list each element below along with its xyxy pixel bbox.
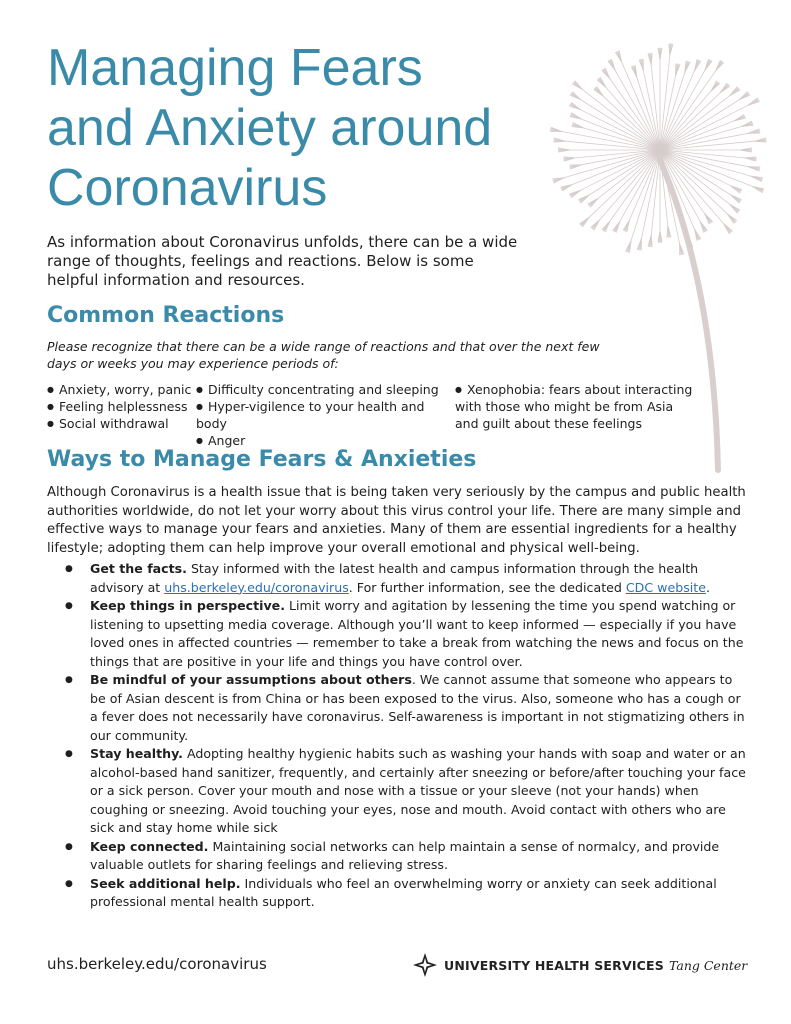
- uhs-coronavirus-link[interactable]: uhs.berkeley.edu/coronavirus: [164, 579, 349, 595]
- reaction-item: ● Anxiety, worry, panic: [47, 381, 192, 398]
- reaction-item: ● Social withdrawal: [47, 415, 192, 432]
- tip-get-facts: ● Get the facts. Stay informed with the latest health and campus information through the health advisory at uhs.berkeley.edu/coronavirus. For further information, see the dedicated CDC website.: [65, 561, 710, 595]
- bullet-icon: ●: [65, 841, 73, 852]
- footer-url: uhs.berkeley.edu/coronavirus: [47, 955, 267, 973]
- tang-center: Tang Center: [669, 957, 748, 973]
- intro-paragraph: As information about Coronavirus unfolds, there can be a wide range of thoughts, feelings and reactions. Below is some helpful information and resources.: [47, 233, 518, 289]
- tip-seek-help: ● Seek additional help. Individuals who feel an overwhelming worry or anxiety can seek additional professional mental health support.: [65, 875, 717, 909]
- reaction-item: ● Anger: [196, 432, 451, 449]
- reactions-column-2: [196, 381, 451, 449]
- uhs-logo-icon: [412, 952, 438, 978]
- bullet-icon: ●: [65, 878, 73, 889]
- bullet-icon: ●: [65, 749, 73, 759]
- ways-intro-paragraph: Although Coronavirus is a health issue that is being taken very seriously by the campus and public health authorities worldwide, do not let your worry about this virus control your life. There are many simple and effective ways to manage your fears and anxieties. Many of them are essential ingredients for a healthy lifestyle; adopting them can help improve your overall emotional and physical well-being.: [47, 485, 746, 556]
- tip-stay-healthy: ● Stay healthy. Adopting healthy hygienic habits such as washing your hands with soap and water or an alcohol-based hand sanitizer, frequently, and certainly after sneezing or before/after touching your face or a sick person. Cover your mouth and nose with a tissue or your sleeve (not your hands) when coughing or sneezing. Avoid touching your eyes, nose and mouth. Avoid contact with others who are sick and stay home while sick: [65, 746, 746, 835]
- tips-list: [65, 560, 750, 912]
- reactions-note: Please recognize that there can be a wide range of reactions and that over the next few days or weeks you may experience periods of:: [47, 339, 600, 371]
- tip-mindful: ● Be mindful of your assumptions about others. We cannot assume that someone who appears to be of Asian descent is from China or has been exposed to the virus. Also, someone who has a cough or a fever does not necessarily have coronavirus. Self-awareness is important in not stigmatizing others in our community.: [65, 672, 745, 743]
- bullet-icon: ●: [65, 675, 73, 685]
- uhs-branding: [412, 950, 747, 980]
- reactions-column-1: [47, 381, 192, 432]
- common-reactions-heading: Common Reactions: [47, 303, 285, 328]
- reaction-item: ● Difficulty concentrating and sleeping: [196, 381, 451, 398]
- reaction-item: ● Hyper-vigilence to your health and body: [196, 398, 451, 432]
- cdc-website-link[interactable]: CDC website: [625, 579, 706, 595]
- ways-heading: Ways to Manage Fears & Anxieties: [47, 447, 477, 472]
- reaction-item: ● Feeling helplessness: [47, 398, 192, 415]
- tip-perspective: ● Keep things in perspective. Limit worry and agitation by lessening the time you spend watching or listening to upsetting media coverage. Although you’ll want to keep informed — especially if you have loved ones in affected countries — remember to take a break from watching the news and focus on the things that are positive in your life and things you have control over.: [65, 598, 744, 669]
- reaction-item: ● Xenophobia: fears about interacting with those who might be from Asia and guilt about these feelings: [455, 381, 695, 432]
- reactions-column-3: [455, 381, 695, 432]
- page-title: Managing Fears and Anxiety around Coronavirus: [47, 39, 493, 217]
- uhs-name: UNIVERSITY HEALTH SERVICES: [444, 957, 665, 973]
- bullet-icon: ●: [65, 564, 73, 574]
- tip-keep-connected: ● Keep connected. Maintaining social networks can help maintain a sense of normalcy, and provide valuable outlets for sharing feelings and relieving stress.: [65, 838, 720, 872]
- bullet-icon: ●: [65, 601, 73, 611]
